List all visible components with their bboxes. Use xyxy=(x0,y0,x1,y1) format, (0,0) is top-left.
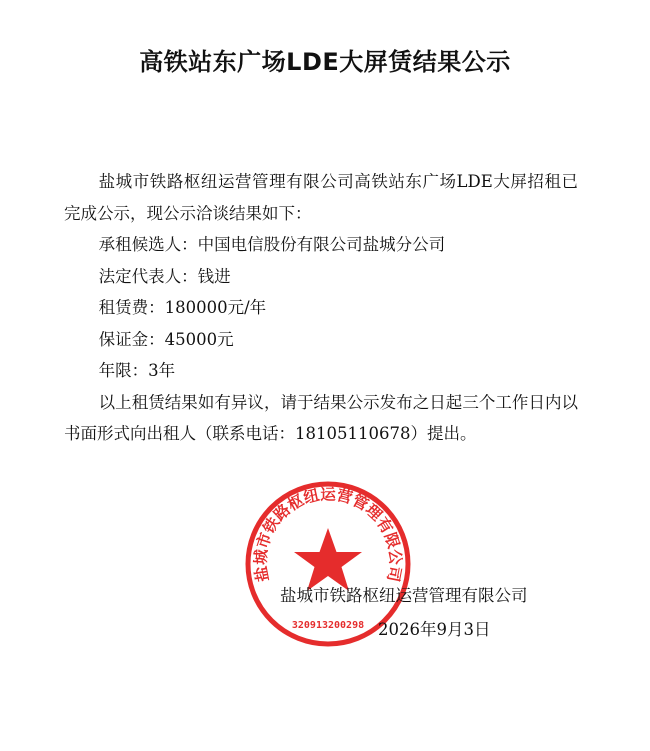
field-label: 承租候选人： xyxy=(98,235,198,254)
signature-organization: 盐城市铁路枢纽运营管理有限公司 xyxy=(280,586,528,605)
page-title: 高铁站东广场LDE大屏赁结果公示 xyxy=(139,48,511,76)
announcement-body xyxy=(64,166,578,450)
field-term xyxy=(64,355,578,387)
seal-text: 盐城市铁路枢纽运营管理有限公司 xyxy=(251,485,405,584)
field-legal-representative xyxy=(64,261,578,293)
field-value: 中国电信股份有限公司盐城分公司 xyxy=(197,235,446,254)
field-deposit xyxy=(64,324,578,356)
field-value: 3年 xyxy=(148,361,176,380)
seal-number: 320913200298 xyxy=(291,620,365,631)
field-label: 保证金： xyxy=(98,329,165,349)
field-value: 180000元/年 xyxy=(164,298,267,317)
field-rent xyxy=(64,292,578,324)
field-candidate xyxy=(64,229,578,261)
field-label: 法定代表人： xyxy=(98,266,198,286)
field-label: 年限： xyxy=(98,361,149,380)
signature-date: 2026年9月3日 xyxy=(378,620,491,639)
notice-paragraph: 以上租赁结果如有异议，请于结果公示发布之日起三个工作日内以书面形式向出租人（联系电话：18105110678）提出。 xyxy=(64,392,578,443)
intro-paragraph: 盐城市铁路枢纽运营管理有限公司高铁站东广场LDE大屏招租已完成公示，现公示洽谈结果如下： xyxy=(64,172,578,223)
field-value: 钱进 xyxy=(197,266,231,286)
field-label: 租赁费： xyxy=(98,298,165,317)
field-value: 45000元 xyxy=(164,329,234,349)
